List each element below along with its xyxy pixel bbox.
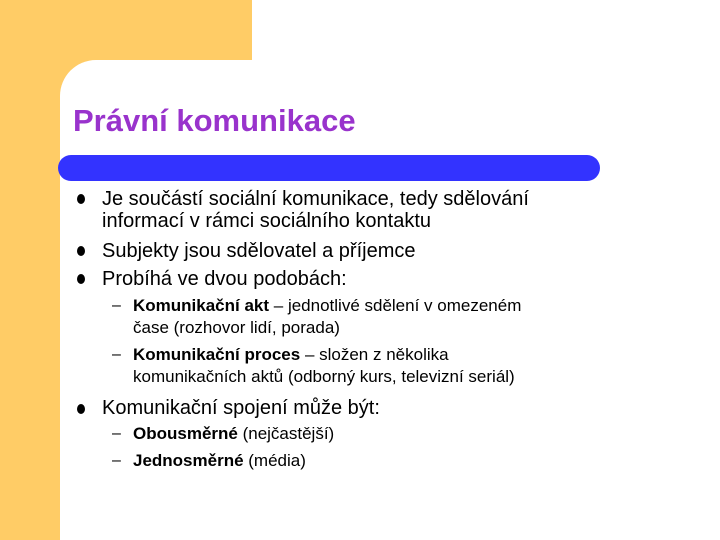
- bullet-item-text: Komunikační spojení může být:: [102, 397, 380, 419]
- bullet-item-text: Probíhá ve dvou podobách:: [102, 268, 347, 290]
- dash-icon: –: [112, 346, 121, 363]
- sub-item-text: čase (rozhovor lidí, porada): [133, 318, 340, 337]
- bullet-icon: [77, 246, 85, 256]
- bullet-item-text: informací v rámci sociálního kontaktu: [102, 210, 432, 232]
- sub-item-text: Obousměrné (nejčastější): [133, 424, 335, 443]
- bullet-icon: [77, 194, 85, 204]
- slide-title: Právní komunikace: [73, 103, 356, 138]
- bullet-icon: [77, 404, 85, 414]
- sub-item-text: Jednosměrné (média): [133, 451, 306, 470]
- bullet-item-text: Subjekty jsou sdělovatel a příjemce: [102, 240, 416, 262]
- dash-icon: –: [112, 297, 121, 314]
- title-underline-bar: [58, 155, 600, 181]
- bullet-icon: [77, 274, 85, 284]
- dash-icon: –: [112, 425, 121, 442]
- sub-item-text: Komunikační proces – složen z několika: [133, 345, 449, 364]
- sub-item-text: Komunikační akt – jednotlivé sdělení v omezeném: [133, 296, 522, 315]
- dash-icon: –: [112, 452, 121, 469]
- sub-item-text: komunikačních aktů (odborný kurs, televizní seriál): [133, 367, 515, 386]
- bullet-item-text: Je součástí sociální komunikace, tedy sdělování: [102, 188, 529, 210]
